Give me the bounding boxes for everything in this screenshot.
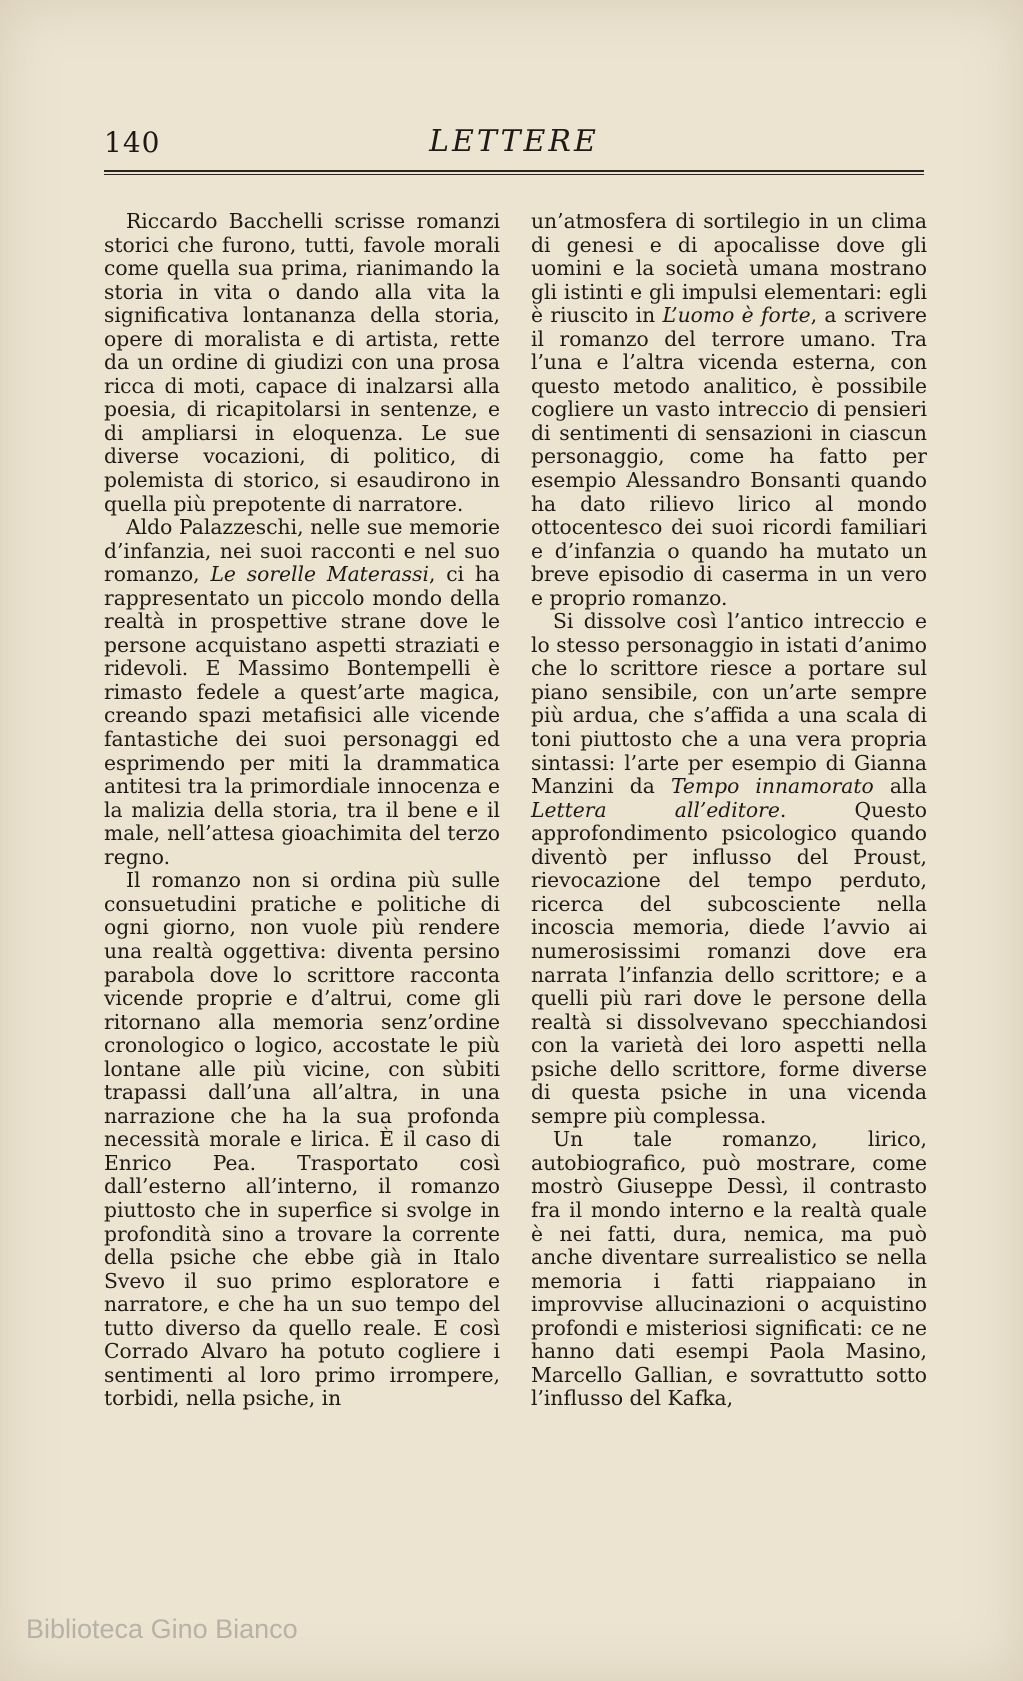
- paragraph-dessi: Un tale romanzo, lirico, autobiografico, può mostrare, come mostrò Giuseppe Dessì, il contrasto fra il mondo interno e la realtà quale è nei fatti, dura, nemica, ma può anche diventare surrealistico se nella memoria i fatti riappaiano in improvvise allucinazioni o acquistino profondi e misteriosi significati: ce ne hanno dati esempi Paola Masino, Marcello Gallian, e sovrattutto sotto l’influsso del Kafka,: [531, 1127, 927, 1411]
- running-title: LETTERE: [429, 124, 599, 159]
- text-run: un’atmosfera di sortilegio in un clima di genesi e di apocalisse dove gli uomini e la società umana mostrano gli istinti e gli impulsi elementari: egli è riuscito in: [531, 209, 927, 328]
- paragraph-intreccio: [531, 610, 927, 1128]
- book-title: Le sorelle Materassi: [210, 562, 429, 587]
- paragraph-bacchelli: Riccardo Bacchelli scrisse romanzi storici che furono, tutti, favole morali come quella sua prima, rianimando la storia in vita o dando alla vita la significativa lontananza della storia, opere di moralista e di artista, rette da un ordine di giudizi con una prosa ricca di moti, capace di inalzarsi alla poesia, di ricapitolarsi in sentenze, e di ampliarsi in eloquenza. Le sue diverse vocazioni, di politico, di polemista di storico, si esaudirono in quella più prepotente di narratore.: [104, 209, 500, 516]
- text-run: , a scrivere il romanzo del terrore umano. Tra l’una e l’altra vicenda esterna, con questo metodo analitico, è possibile cogliere un vasto intreccio di pensieri di sentimenti di sensazioni in ciascun personaggio, come ha fatto per esempio Alessandro Bonsanti quando ha dato rilievo lirico al mondo ottocentesco dei suoi ricordi familiari e d’infanzia o quando ha mutato un breve episodio di caserma in un vero e proprio romanzo.: [531, 303, 927, 610]
- book-title: Tempo innamorato: [670, 774, 874, 799]
- text-run: , ci ha rappresentato un piccolo mondo della realtà in prospettive strane dove le persone acquistano aspetti straziati e ridevoli. E Massimo Bontempelli è rimasto fedele a quest’arte magica, creando spazi metafisici alle vicende fantastiche dei suoi personaggi ed esprimendo per miti la drammatica antitesi tra la primordiale innocenza e la malizia della storia, tra il bene e il male, nell’attesa gioachimita del terzo regno.: [104, 562, 500, 869]
- text-run: Si dissolve così l’antico intreccio e lo stesso personaggio in istati d’animo che lo scrittore riesce a portare sul piano sensibile, con un’arte sempre più ardua, che s’affida a una scala di toni piuttosto che a una vera propria sintassi: l’arte per esempio di Gianna Manzini da: [531, 609, 927, 799]
- text-run: . Questo approfondimento psicologico quando diventò per influsso del Proust, rievocazione del tempo perduto, ricerca del subcosciente nella incoscia memoria, diede l’avvio ai numerosissimi romanzi dove era narrata l’infanzia dello scrittore; e a quelli più rari dove le persone della realtà si dissolvevano specchiandosi con la varietà dei loro aspetti nella psiche dello scrittore, forme diverse di questa psiche in una vicenda sempre più complessa.: [531, 797, 927, 1128]
- right-column: [531, 210, 927, 1411]
- paragraph-palazzeschi: [104, 516, 500, 869]
- left-column: [104, 210, 500, 1411]
- book-title: L’uomo è forte: [662, 303, 811, 328]
- page-number: 140: [104, 126, 161, 159]
- paragraph-alvaro-continued: [531, 210, 927, 610]
- page-header: [104, 118, 924, 158]
- header-rule-thin: [104, 174, 924, 175]
- paragraph-romanzo: Il romanzo non si ordina più sulle consuetudini pratiche e politiche di ogni giorno, non vuole più rendere una realtà oggettiva: diventa persino parabola dove lo scrittore racconta vicende proprie e d’altrui, come gli ritornano alla memoria senz’ordine cronologico o logico, accostate le più lontane alle più vicine, con sùbiti trapassi dall’una all’altra, in una narrazione che ha la sua profonda necessità morale e lirica. È il caso di Enrico Pea. Trasportato così dall’esterno all’interno, il romanzo piuttosto che in superfice si svolge in profondità sino a trovare la corrente della psiche che ebbe già in Italo Svevo il suo primo esploratore e narratore, e che ha un suo tempo del tutto diverso da quello reale. E così Corrado Alvaro ha potuto cogliere i sentimenti al loro primo irrompere, torbidi, nella psiche, in: [104, 868, 500, 1411]
- header-rule: [104, 170, 924, 172]
- book-title: Lettera all’editore: [531, 797, 780, 822]
- text-run: alla: [873, 774, 927, 799]
- text-run: Aldo Palazzeschi, nelle sue memorie d’infanzia, nei suoi racconti e nel suo romanzo,: [104, 515, 500, 587]
- library-watermark: Biblioteca Gino Bianco: [26, 1614, 298, 1644]
